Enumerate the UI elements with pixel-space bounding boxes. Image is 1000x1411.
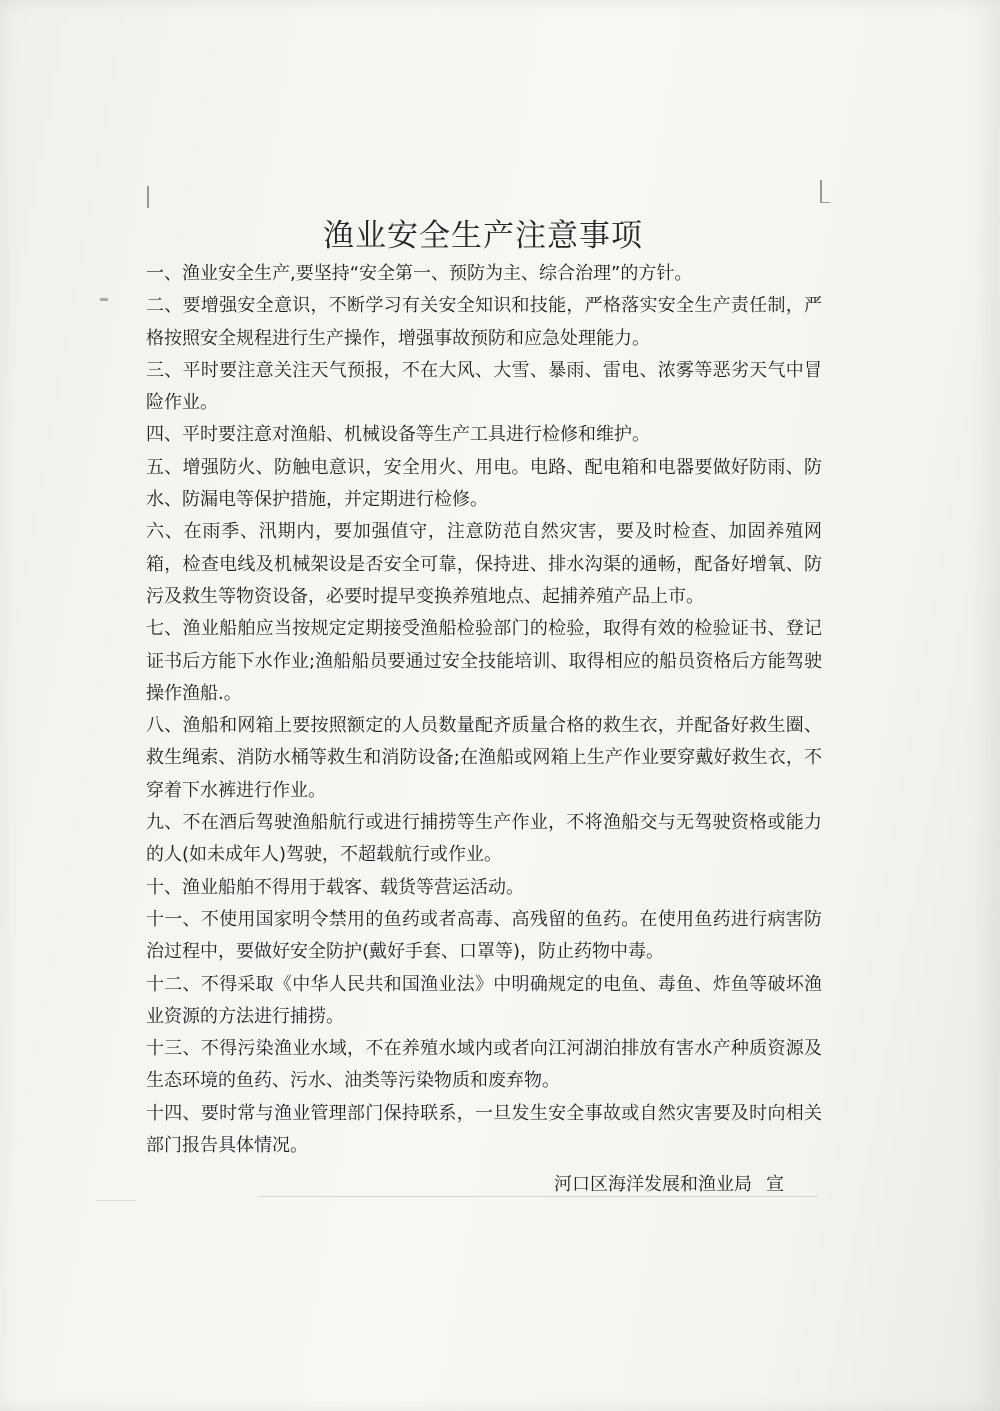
rule-item-6: 六、在雨季、汛期内，要加强值守，注意防范自然灾害，要及时检查、加固养殖网箱，检查电线及机械架设是否安全可靠，保持进、排水沟渠的通畅，配备好增氧、防污及救生等物资设备，必要时提早变换养殖地点、起捕养殖产品上市。 [146,521,822,607]
punch-mark [100,298,108,301]
rule-item-4: 四、平时要注意对渔船、机械设备等生产工具进行检修和维护。 [146,424,650,446]
document-title: 渔业安全生产注意事项 [323,218,643,254]
rule-item-14: 十四、要时常与渔业管理部门保持联系，一旦发生安全事故或自然灾害要及时向相关部门报告具体情况。 [146,1102,822,1157]
rule-item-13: 十三、不得污染渔业水域，不在养殖水域内或者向江河湖泊排放有害水产种质资源及生态环境的鱼药、污水、油类等污染物质和废弃物。 [146,1038,822,1092]
rule-item-11: 十一、不使用国家明令禁用的鱼药或者高毒、高残留的鱼药。在使用鱼药进行病害防治过程中，要做好安全防护(戴好手套、口罩等)，防止药物中毒。 [146,908,822,963]
issuer-signature [554,1170,824,1196]
issuer-suffix: 宣 [766,1174,784,1195]
rule-item-1: 一、渔业安全生产,要坚持“安全第一、预防为主、综合治理”的方针。 [146,263,693,284]
issuer-name: 河口区海洋发展和渔业局 [554,1174,752,1195]
document-body [146,258,822,1162]
rule-item-3: 三、平时要注意关注天气预报，不在大风、大雪、暴雨、雷电、浓雾等恶劣天气中冒险作业。 [146,359,822,414]
crop-mark-top-left [147,186,149,208]
rule-item-8: 八、渔船和网箱上要按照额定的人员数量配齐质量合格的救生衣，并配备好救生圈、救生绳索、消防水桶等救生和消防设备;在渔船或网箱上生产作业要穿戴好救生衣，不穿着下水裤进行作业。 [146,715,822,801]
rule-item-10: 十、渔业船舶不得用于载客、载货等营运活动。 [146,876,524,898]
rule-item-12: 十二、不得采取《中华人民共和国渔业法》中明确规定的电鱼、毒鱼、炸鱼等破坏渔业资源的方法进行捕捞。 [146,973,822,1027]
rule-item-9: 九、不在酒后驾驶渔船航行或进行捕捞等生产作业，不将渔船交与无驾驶资格或能力的人(如未成年人)驾驶，不超载航行或作业。 [146,812,822,866]
rule-item-2: 二、要增强安全意识，不断学习有关安全知识和技能，严格落实安全生产责任制，严格按照安全规程进行生产操作，增强事故预防和应急处理能力。 [146,295,822,349]
crop-mark-top-right-tick [820,202,830,203]
footer-divider-left [96,1200,136,1201]
rule-item-7: 七、渔业船舶应当按规定定期接受渔船检验部门的检验，取得有效的检验证书、登记证书后方能下水作业;渔船船员要通过安全技能培训、取得相应的船员资格后方能驾驶操作渔船.。 [146,618,822,704]
rule-item-5: 五、增强防火、防触电意识，安全用火、用电。电路、配电箱和电器要做好防雨、防水、防漏电等保护措施，并定期进行检修。 [146,456,822,511]
crop-mark-top-right [820,180,822,202]
footer-divider [258,1196,818,1197]
